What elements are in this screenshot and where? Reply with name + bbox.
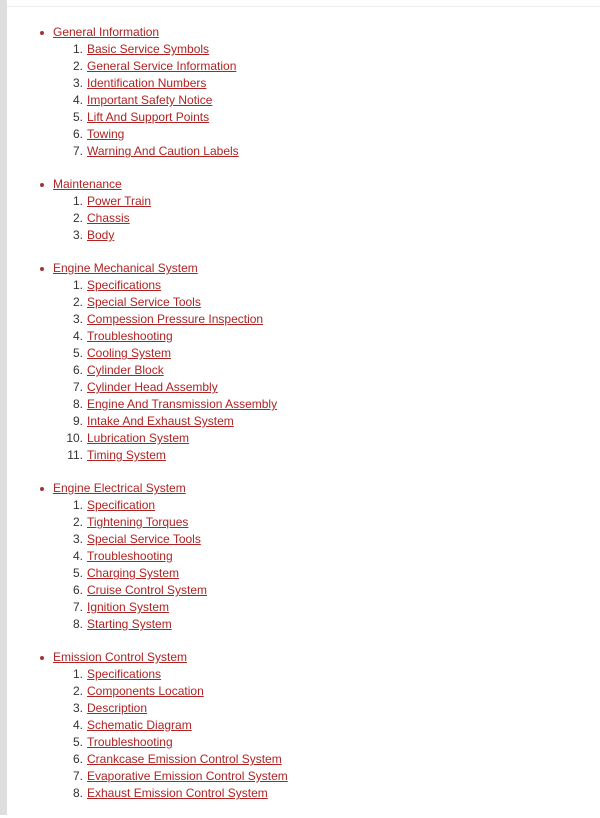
item-number: 7. — [72, 769, 83, 783]
list-item — [0, 41, 600, 58]
list-item — [0, 430, 600, 447]
list-item — [0, 75, 600, 92]
item-number: 7. — [72, 144, 83, 158]
item-number: 6. — [72, 127, 83, 141]
item-link-special-service-tools[interactable]: Special Service Tools — [87, 295, 201, 309]
list-item — [0, 666, 600, 683]
item-link-cooling-system[interactable]: Cooling System — [87, 346, 172, 360]
list-item — [0, 514, 600, 531]
item-number: 5. — [72, 735, 83, 749]
list-item — [0, 413, 600, 430]
list-item — [0, 751, 600, 768]
item-link-towing[interactable]: Towing — [87, 127, 125, 141]
list-item — [0, 328, 600, 345]
subsection-list — [0, 277, 600, 464]
list-item — [0, 497, 600, 514]
section-maintenance — [0, 176, 600, 244]
item-number: 6. — [72, 752, 83, 766]
list-item — [0, 126, 600, 143]
item-link-starting-system[interactable]: Starting System — [87, 617, 172, 631]
item-number: 3. — [72, 532, 83, 546]
item-number: 8. — [72, 617, 83, 631]
list-item — [0, 227, 600, 244]
list-item — [0, 362, 600, 379]
item-number: 3. — [72, 312, 83, 326]
item-number: 5. — [72, 110, 83, 124]
item-link-compession-pressure-inspection[interactable]: Compession Pressure Inspection — [87, 312, 264, 326]
item-link-troubleshooting[interactable]: Troubleshooting — [87, 329, 173, 343]
item-number: 3. — [72, 76, 83, 90]
section-link-maintenance[interactable]: Maintenance — [53, 177, 122, 191]
item-link-cylinder-head-assembly[interactable]: Cylinder Head Assembly — [87, 380, 218, 394]
list-item — [0, 599, 600, 616]
item-link-exhaust-emission-control-system[interactable]: Exhaust Emission Control System — [87, 786, 268, 800]
item-link-tightening-torques[interactable]: Tightening Torques — [87, 515, 189, 529]
item-link-identification-numbers[interactable]: Identification Numbers — [87, 76, 207, 90]
list-item — [0, 92, 600, 109]
list-item — [0, 582, 600, 599]
item-number: 11. — [67, 448, 83, 462]
item-link-basic-service-symbols[interactable]: Basic Service Symbols — [87, 42, 210, 56]
item-link-general-service-information[interactable]: General Service Information — [87, 59, 237, 73]
section-link-emission-control-system[interactable]: Emission Control System — [53, 650, 188, 664]
list-item — [0, 447, 600, 464]
list-item — [0, 379, 600, 396]
item-number: 7. — [72, 600, 83, 614]
item-link-important-safety-notice[interactable]: Important Safety Notice — [87, 93, 213, 107]
section-list — [0, 24, 600, 802]
item-link-intake-and-exhaust-system[interactable]: Intake And Exhaust System — [87, 414, 234, 428]
item-link-ignition-system[interactable]: Ignition System — [87, 600, 170, 614]
item-link-specifications[interactable]: Specifications — [87, 278, 162, 292]
item-number: 10. — [66, 431, 83, 445]
subsection-list — [0, 497, 600, 633]
section-link-engine-mechanical-system[interactable]: Engine Mechanical System — [53, 261, 198, 275]
item-number: 3. — [72, 228, 83, 242]
item-link-power-train[interactable]: Power Train — [87, 194, 152, 208]
manual-toc — [0, 24, 600, 818]
list-item — [0, 700, 600, 717]
subsection-list — [0, 41, 600, 160]
item-number: 1. — [72, 667, 83, 681]
section-general-information — [0, 24, 600, 160]
item-number: 8. — [72, 786, 83, 800]
list-item — [0, 311, 600, 328]
list-item — [0, 768, 600, 785]
item-link-timing-system[interactable]: Timing System — [87, 448, 166, 462]
item-link-specification[interactable]: Specification — [87, 498, 156, 512]
item-number: 2. — [72, 515, 83, 529]
section-link-engine-electrical-system[interactable]: Engine Electrical System — [53, 481, 186, 495]
subsection-list — [0, 666, 600, 802]
list-item — [0, 143, 600, 160]
item-link-lift-and-support-points[interactable]: Lift And Support Points — [87, 110, 210, 124]
item-number: 2. — [72, 684, 83, 698]
item-link-crankcase-emission-control-system[interactable]: Crankcase Emission Control System — [87, 752, 282, 766]
list-item — [0, 193, 600, 210]
list-item — [0, 785, 600, 802]
item-number: 5. — [72, 566, 83, 580]
item-link-cylinder-block[interactable]: Cylinder Block — [87, 363, 164, 377]
item-link-engine-and-transmission-assembly[interactable]: Engine And Transmission Assembly — [87, 397, 278, 411]
item-number: 3. — [72, 701, 83, 715]
item-number: 4. — [72, 93, 83, 107]
list-item — [0, 396, 600, 413]
list-item — [0, 210, 600, 227]
item-number: 1. — [72, 498, 83, 512]
list-item — [0, 734, 600, 751]
item-number: 4. — [72, 549, 83, 563]
item-link-evaporative-emission-control-system[interactable]: Evaporative Emission Control System — [87, 769, 288, 783]
list-item — [0, 531, 600, 548]
subsection-list — [0, 193, 600, 244]
item-number: 7. — [72, 380, 83, 394]
item-number: 8. — [72, 397, 83, 411]
list-item — [0, 109, 600, 126]
section-link-general-information[interactable]: General Information — [53, 25, 160, 39]
item-number: 6. — [72, 583, 83, 597]
list-item — [0, 345, 600, 362]
item-number: 2. — [72, 295, 83, 309]
top-divider — [7, 6, 600, 7]
item-link-cruise-control-system[interactable]: Cruise Control System — [87, 583, 208, 597]
item-link-specifications[interactable]: Specifications — [87, 667, 162, 681]
section-engine-mechanical-system — [0, 260, 600, 464]
item-link-body[interactable]: Body — [87, 228, 115, 242]
item-number: 5. — [72, 346, 83, 360]
section-emission-control-system — [0, 649, 600, 802]
item-number: 1. — [72, 278, 83, 292]
item-link-chassis[interactable]: Chassis — [87, 211, 130, 225]
item-number: 4. — [72, 718, 83, 732]
list-item — [0, 565, 600, 582]
item-link-troubleshooting[interactable]: Troubleshooting — [87, 735, 173, 749]
item-link-components-location[interactable]: Components Location — [87, 684, 204, 698]
item-number: 1. — [72, 42, 83, 56]
list-item — [0, 548, 600, 565]
list-item — [0, 58, 600, 75]
list-item — [0, 616, 600, 633]
item-link-special-service-tools[interactable]: Special Service Tools — [87, 532, 201, 546]
list-item — [0, 717, 600, 734]
item-number: 1. — [72, 194, 83, 208]
list-item — [0, 294, 600, 311]
item-number: 9. — [72, 414, 83, 428]
item-link-troubleshooting[interactable]: Troubleshooting — [87, 549, 173, 563]
item-link-schematic-diagram[interactable]: Schematic Diagram — [87, 718, 192, 732]
item-number: 4. — [72, 329, 83, 343]
item-link-description[interactable]: Description — [87, 701, 148, 715]
item-number: 2. — [72, 211, 83, 225]
list-item — [0, 683, 600, 700]
item-link-lubrication-system[interactable]: Lubrication System — [87, 431, 190, 445]
item-number: 6. — [72, 363, 83, 377]
list-item — [0, 277, 600, 294]
section-engine-electrical-system — [0, 480, 600, 633]
item-link-charging-system[interactable]: Charging System — [87, 566, 180, 580]
item-number: 2. — [72, 59, 83, 73]
item-link-warning-and-caution-labels[interactable]: Warning And Caution Labels — [87, 144, 239, 158]
